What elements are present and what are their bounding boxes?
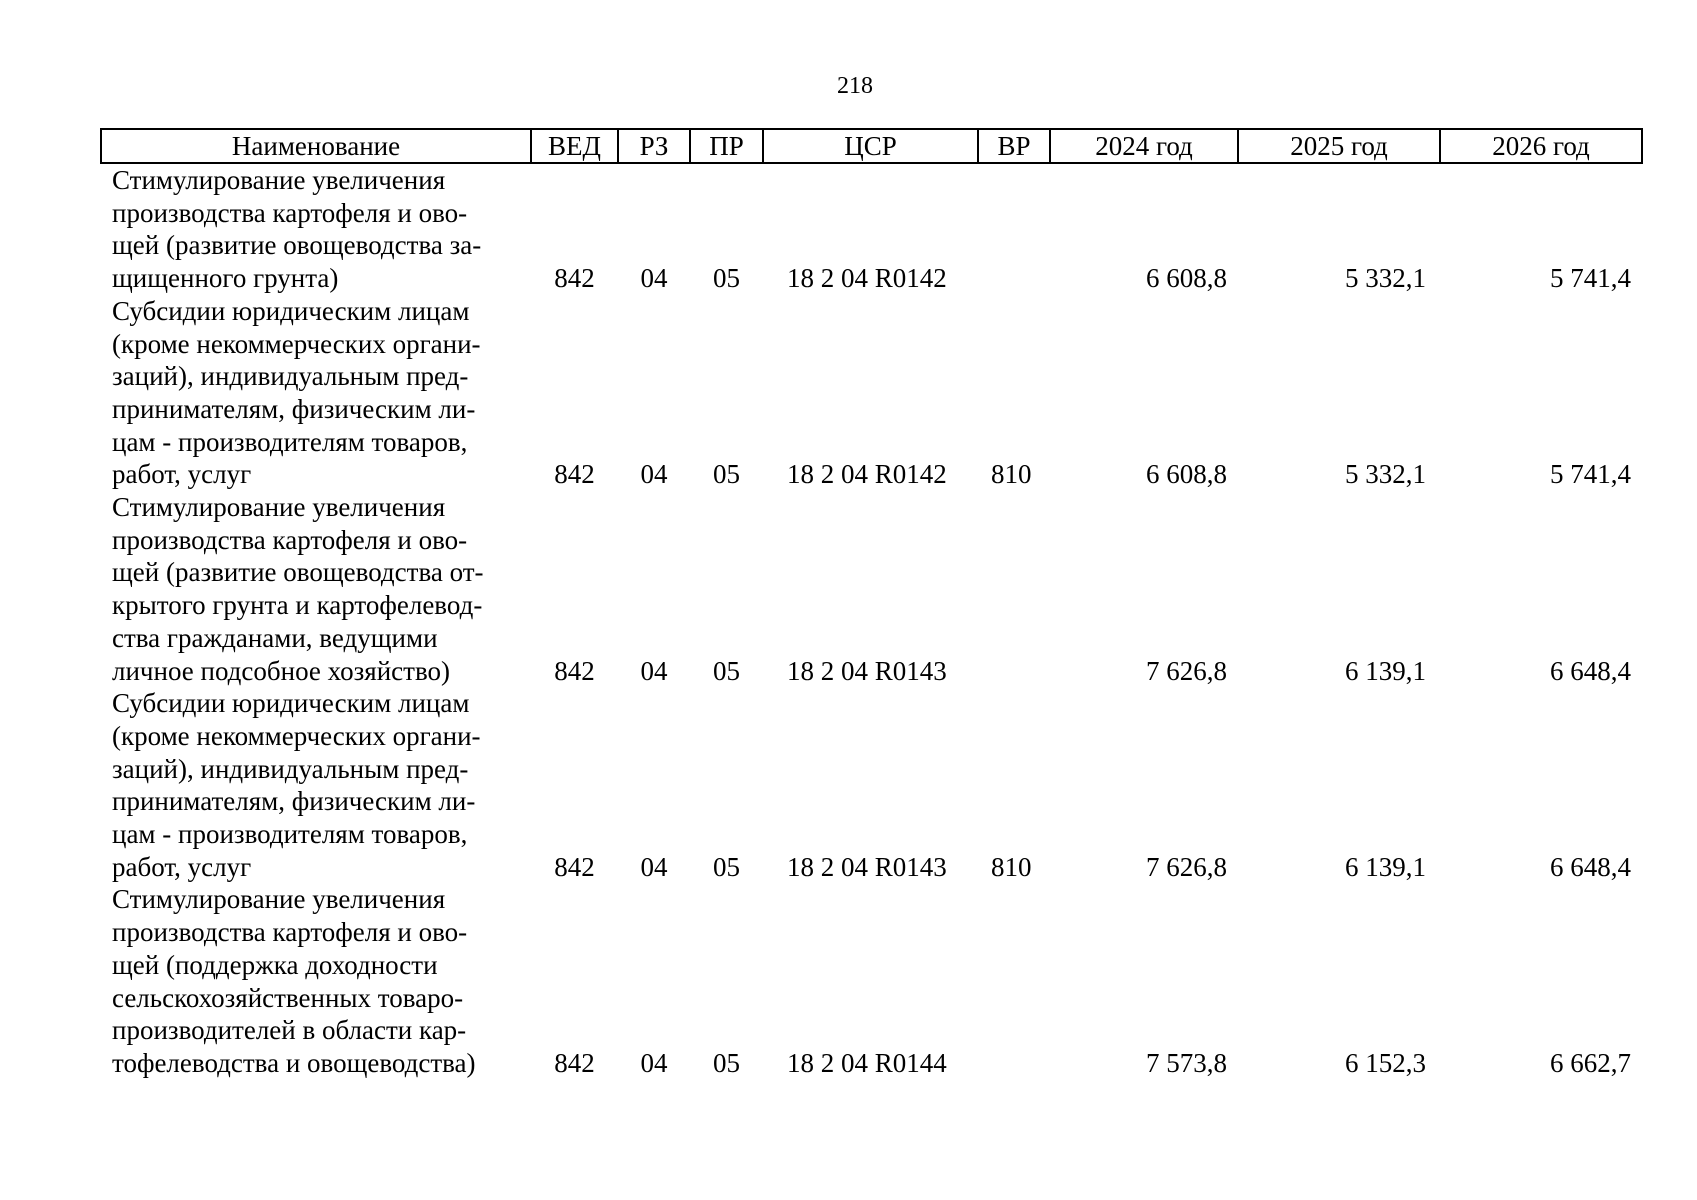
row-csr-cell: 18 2 04 R0142 — [787, 263, 947, 294]
row-2025-cell: 6 139,1 — [1345, 851, 1426, 882]
row-rz-cell: 04 — [640, 1047, 668, 1078]
header-name: Наименование — [101, 129, 531, 163]
row-name-line: принимателям, физическим ли- — [112, 786, 476, 817]
row-name-line: Стимулирование увеличения — [112, 492, 446, 523]
row-name-line: личное подсобное хозяйство) — [112, 655, 451, 686]
budget-table — [100, 128, 1643, 1080]
row-2024-cell: 7 626,8 — [1146, 851, 1227, 882]
row-rz-cell: 04 — [640, 263, 668, 294]
row-name-line: производства картофеля и ово- — [112, 917, 468, 948]
table-row — [101, 163, 1642, 295]
row-name-line: сельскохозяйственных товаро- — [112, 982, 464, 1013]
row-csr-cell: 18 2 04 R0143 — [787, 655, 947, 686]
row-ved-cell: 842 — [554, 263, 595, 294]
row-name-line: (кроме некоммерческих органи- — [112, 720, 481, 751]
row-name-line: (кроме некоммерческих органи- — [112, 328, 481, 359]
row-name-cell — [101, 883, 531, 1079]
row-name-cell — [101, 295, 531, 491]
table-header-row — [101, 129, 1642, 163]
row-vr-cell: 810 — [991, 851, 1032, 882]
row-name-line: Стимулирование увеличения — [112, 165, 446, 195]
row-rz-cell: 04 — [640, 459, 668, 490]
row-name-line: заций), индивидуальным пред- — [112, 361, 469, 392]
table-row — [101, 295, 1642, 491]
row-name-line: работ, услуг — [112, 459, 252, 490]
row-vr-cell — [978, 883, 1050, 1079]
row-2024-cell: 7 573,8 — [1146, 1047, 1227, 1078]
header-vr: ВР — [978, 129, 1050, 163]
row-ved-cell: 842 — [554, 851, 595, 882]
row-pr-cell: 05 — [713, 655, 740, 686]
row-name-line: крытого грунта и картофелевод- — [112, 590, 483, 621]
row-name-line: заций), индивидуальным пред- — [112, 753, 469, 784]
row-name-cell — [101, 163, 531, 295]
row-pr-cell: 05 — [713, 263, 740, 294]
header-rz: РЗ — [618, 129, 690, 163]
header-2024: 2024 год — [1050, 129, 1238, 163]
row-name-cell — [101, 491, 531, 687]
table-row — [101, 883, 1642, 1079]
row-name-line: щей (развитие овощеводства за- — [112, 230, 482, 261]
row-pr-cell: 05 — [713, 1047, 740, 1078]
row-ved-cell: 842 — [554, 459, 595, 490]
row-name-line: работ, услуг — [112, 851, 252, 882]
row-ved-cell: 842 — [554, 655, 595, 686]
row-csr-cell: 18 2 04 R0144 — [787, 1047, 947, 1078]
row-2026-cell: 6 648,4 — [1550, 655, 1631, 686]
row-csr-cell: 18 2 04 R0143 — [787, 851, 947, 882]
row-name-line: производства картофеля и ово- — [112, 197, 468, 228]
row-name-line: тофелеводства и овощеводства) — [112, 1047, 476, 1078]
table-row — [101, 491, 1642, 687]
row-2026-cell: 6 662,7 — [1550, 1047, 1631, 1078]
row-2024-cell: 6 608,8 — [1146, 459, 1227, 490]
page-number: 218 — [837, 73, 873, 99]
row-name-line: Субсидии юридическим лицам — [112, 295, 470, 326]
row-name-line: щей (развитие овощеводства от- — [112, 557, 484, 588]
row-2026-cell: 5 741,4 — [1550, 459, 1631, 490]
row-2026-cell: 5 741,4 — [1550, 263, 1631, 294]
row-2025-cell: 5 332,1 — [1345, 459, 1426, 490]
row-name-line: принимателям, физическим ли- — [112, 393, 476, 424]
header-ved: ВЕД — [531, 129, 618, 163]
table-row — [101, 687, 1642, 883]
row-2024-cell: 7 626,8 — [1146, 655, 1227, 686]
row-ved-cell: 842 — [554, 1047, 595, 1078]
row-2024-cell: 6 608,8 — [1146, 263, 1227, 294]
row-name-line: производства картофеля и ово- — [112, 524, 468, 555]
row-vr-cell: 810 — [991, 459, 1032, 490]
row-name-line: производителей в области кар- — [112, 1015, 467, 1046]
row-2025-cell: 6 139,1 — [1345, 655, 1426, 686]
row-name-line: цам - производителям товаров, — [112, 426, 468, 457]
row-name-line: Стимулирование увеличения — [112, 884, 446, 915]
row-2025-cell: 6 152,3 — [1345, 1047, 1426, 1078]
row-name-line: цам - производителям товаров, — [112, 819, 468, 850]
row-name-cell — [101, 687, 531, 883]
row-name-line: Субсидии юридическим лицам — [112, 688, 470, 719]
row-csr-cell: 18 2 04 R0142 — [787, 459, 947, 490]
row-pr-cell: 05 — [713, 459, 740, 490]
header-pr: ПР — [690, 129, 763, 163]
header-2025: 2025 год — [1238, 129, 1440, 163]
row-name-line: щищенного грунта) — [112, 263, 339, 294]
table-body — [101, 163, 1642, 1080]
header-csr: ЦСР — [763, 129, 978, 163]
header-2026: 2026 год — [1440, 129, 1642, 163]
row-name-line: ства гражданами, ведущими — [112, 622, 438, 653]
row-2026-cell: 6 648,4 — [1550, 851, 1631, 882]
row-vr-cell — [978, 491, 1050, 687]
row-2025-cell: 5 332,1 — [1345, 263, 1426, 294]
row-rz-cell: 04 — [640, 655, 668, 686]
row-name-line: щей (поддержка доходности — [112, 949, 438, 980]
row-pr-cell: 05 — [713, 851, 740, 882]
row-vr-cell — [978, 163, 1050, 295]
row-rz-cell: 04 — [640, 851, 668, 882]
